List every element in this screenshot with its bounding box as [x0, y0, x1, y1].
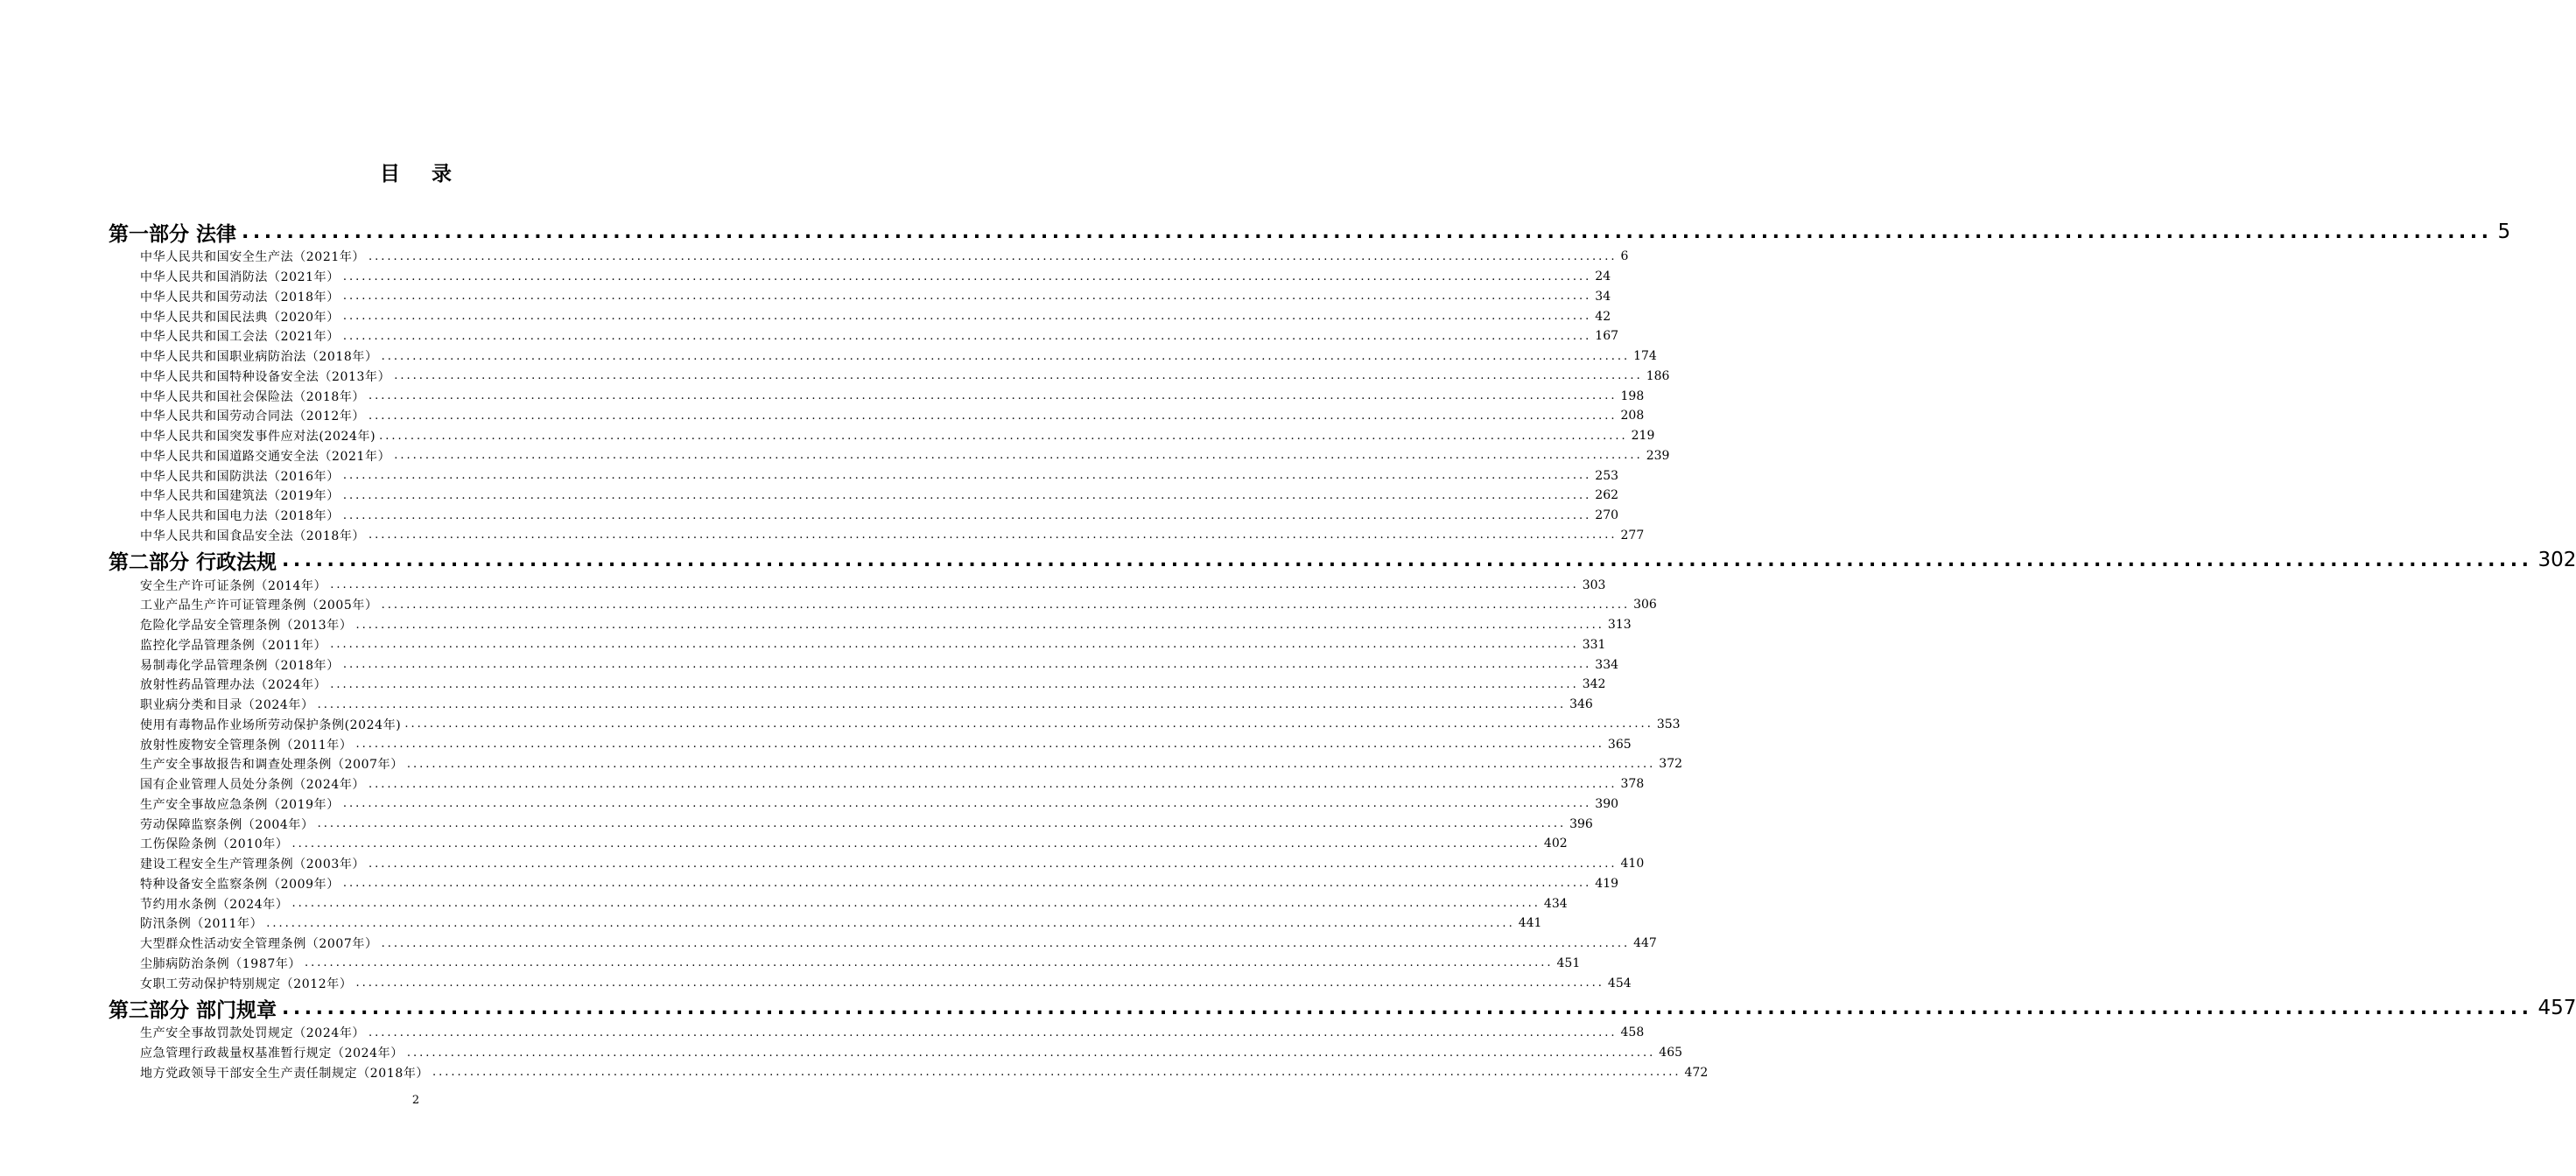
toc-entry-page: 306: [1633, 598, 1657, 612]
toc-entry-label: 生产安全事故应急条例（2019年）: [140, 797, 340, 812]
toc-entry[interactable]: [109, 774, 1645, 794]
toc-entry[interactable]: [109, 367, 1670, 387]
toc-entry-label: 尘肺病防治条例（1987年）: [140, 956, 302, 971]
toc-entry-page: 441: [1518, 916, 1542, 931]
toc-entry[interactable]: [109, 715, 1681, 735]
dot-leader: ........................................................................................................................................................................................................: [305, 956, 1554, 970]
toc-entry-label: 女职工劳动保护特别规定（2012年）: [140, 976, 353, 991]
dot-leader: ........................................................................................................................................................................................................: [369, 857, 1618, 871]
toc-entry-page: 372: [1659, 757, 1683, 772]
toc-entry[interactable]: [109, 954, 1581, 974]
toc-entry[interactable]: [109, 1063, 1709, 1083]
toc-entry[interactable]: [109, 695, 1593, 715]
toc-part-heading[interactable]: [109, 545, 2576, 575]
toc-entry-page: 303: [1582, 578, 1606, 592]
toc-entry-label: 中华人民共和国防洪法（2016年）: [140, 469, 340, 484]
toc-part-label: 第三部分 部门规章: [109, 998, 277, 1022]
toc-entry[interactable]: [109, 346, 1657, 367]
toc-entry-page: 390: [1595, 796, 1619, 811]
toc-entry[interactable]: [109, 814, 1593, 834]
table-of-contents: [109, 217, 2576, 1082]
toc-entry[interactable]: [109, 575, 1606, 595]
toc-entry-label: 安全生产许可证条例（2014年）: [140, 578, 327, 593]
toc-entry-label: 中华人民共和国消防法（2021年）: [140, 270, 340, 285]
dot-leader: ........................................................................................................................................................................................................: [342, 329, 1592, 343]
toc-entry-page: 451: [1556, 956, 1581, 970]
dot-leader: ........................................................................................................................................................................................................: [330, 578, 1579, 592]
dot-leader: ........................................................................................................................................................................................................: [282, 997, 2533, 1019]
dot-leader: ........................................................................................................................................................................................................: [330, 638, 1579, 652]
toc-entry[interactable]: [109, 615, 1632, 635]
dot-leader: ........................................................................................................................................................................................................: [355, 976, 1604, 990]
toc-entry[interactable]: [109, 973, 1632, 993]
toc-entry-label: 地方党政领导干部安全生产责任制规定（2018年）: [140, 1066, 430, 1081]
dot-leader: ........................................................................................................................................................................................................: [342, 469, 1592, 483]
toc-part-heading[interactable]: [109, 217, 2511, 247]
toc-entry-page: 270: [1595, 508, 1619, 523]
toc-entry-page: 458: [1620, 1026, 1645, 1040]
dot-leader: ........................................................................................................................................................................................................: [404, 718, 1653, 732]
toc-entry-label: 中华人民共和国工会法（2021年）: [140, 330, 340, 345]
dot-leader: ........................................................................................................................................................................................................: [369, 1026, 1618, 1040]
toc-entry-page: 6: [1620, 249, 1629, 264]
dot-leader: ........................................................................................................................................................................................................: [342, 290, 1592, 304]
toc-entry-label: 生产安全事故罚款处罚规定（2024年）: [140, 1026, 366, 1041]
toc-list: [109, 217, 2576, 1082]
toc-entry-page: 365: [1607, 737, 1632, 752]
toc-entry-label: 中华人民共和国社会保险法（2018年）: [140, 389, 366, 404]
toc-entry-label: 防汛条例（2011年）: [140, 917, 263, 932]
dot-leader: ........................................................................................................................................................................................................: [282, 549, 2533, 571]
toc-entry-page: 353: [1656, 717, 1681, 732]
toc-entry-label: 职业病分类和目录（2024年）: [140, 698, 314, 713]
toc-entry[interactable]: [109, 675, 1606, 695]
dot-leader: ........................................................................................................................................................................................................: [432, 1066, 1681, 1080]
toc-entry[interactable]: [109, 406, 1645, 426]
dot-leader: ........................................................................................................................................................................................................: [330, 677, 1579, 691]
toc-entry-label: 放射性药品管理办法（2024年）: [140, 678, 327, 693]
toc-entry[interactable]: [109, 854, 1645, 874]
toc-entry-label: 中华人民共和国特种设备安全法（2013年）: [140, 369, 391, 384]
dot-leader: ........................................................................................................................................................................................................: [317, 697, 1567, 711]
toc-entry-page: 167: [1595, 329, 1619, 344]
toc-entry-page: 465: [1659, 1046, 1683, 1060]
dot-leader: ........................................................................................................................................................................................................: [355, 738, 1604, 752]
dot-leader: ........................................................................................................................................................................................................: [369, 528, 1618, 542]
dot-leader: ........................................................................................................................................................................................................: [342, 270, 1592, 284]
toc-entry-label: 中华人民共和国职业病防治法（2018年）: [140, 350, 378, 365]
toc-part-label: 第二部分 行政法规: [109, 550, 277, 574]
toc-entry-page: 402: [1543, 836, 1568, 851]
dot-leader: ........................................................................................................................................................................................................: [291, 897, 1541, 911]
toc-entry[interactable]: [109, 386, 1645, 406]
toc-part-page: 5: [2497, 220, 2511, 243]
toc-entry-label: 特种设备安全监察条例（2009年）: [140, 877, 340, 892]
toc-entry[interactable]: [109, 834, 1568, 854]
toc-entry-page: 277: [1620, 528, 1645, 542]
toc-entry-page: 342: [1582, 677, 1606, 692]
toc-entry-label: 中华人民共和国道路交通安全法（2021年）: [140, 449, 391, 464]
toc-entry[interactable]: [109, 267, 1611, 287]
dot-leader: ........................................................................................................................................................................................................: [381, 936, 1631, 950]
toc-entry[interactable]: [109, 635, 1606, 655]
toc-entry[interactable]: [109, 247, 1629, 267]
toc-entry-label: 应急管理行政裁量权基准暂行规定（2024年）: [140, 1046, 404, 1061]
toc-entry-label: 中华人民共和国劳动法（2018年）: [140, 290, 340, 304]
dot-leader: ........................................................................................................................................................................................................: [342, 508, 1592, 522]
dot-leader: ........................................................................................................................................................................................................: [369, 777, 1618, 791]
toc-entry[interactable]: [109, 874, 1619, 894]
toc-entry[interactable]: [109, 306, 1611, 326]
dot-leader: ........................................................................................................................................................................................................: [242, 220, 2493, 243]
toc-entry-page: 198: [1620, 388, 1645, 403]
toc-entry-label: 监控化学品管理条例（2011年）: [140, 638, 327, 653]
toc-entry-page: 454: [1607, 976, 1632, 990]
dot-leader: ........................................................................................................................................................................................................: [394, 449, 1643, 463]
dot-leader: ........................................................................................................................................................................................................: [342, 488, 1592, 502]
toc-entry-page: 253: [1595, 468, 1619, 483]
toc-entry-page: 410: [1620, 857, 1645, 872]
toc-entry-label: 中华人民共和国民法典（2020年）: [140, 310, 340, 325]
toc-entry[interactable]: [109, 1023, 1645, 1043]
toc-entry[interactable]: [109, 893, 1568, 914]
dot-leader: ........................................................................................................................................................................................................: [379, 429, 1628, 443]
toc-entry[interactable]: [109, 466, 1619, 486]
toc-entry-page: 378: [1620, 777, 1645, 792]
toc-entry-page: 219: [1631, 429, 1655, 444]
dot-leader: ........................................................................................................................................................................................................: [342, 797, 1592, 811]
toc-entry-page: 346: [1569, 697, 1593, 712]
page-number: 2: [411, 1094, 420, 1107]
page-title: 目 录: [379, 163, 464, 186]
toc-entry-label: 中华人民共和国建筑法（2019年）: [140, 489, 340, 504]
toc-entry-page: 396: [1569, 816, 1593, 831]
toc-entry-label: 工业产品生产许可证管理条例（2005年）: [140, 598, 378, 613]
toc-entry-page: 331: [1582, 637, 1606, 652]
toc-entry[interactable]: [109, 934, 1657, 954]
toc-entry[interactable]: [109, 526, 1645, 546]
toc-entry-label: 工伤保险条例（2010年）: [140, 837, 289, 852]
toc-entry-label: 中华人民共和国突发事件应对法(2024年): [140, 430, 376, 444]
toc-entry[interactable]: [109, 914, 1542, 934]
dot-leader: ........................................................................................................................................................................................................: [317, 817, 1567, 831]
toc-entry[interactable]: [109, 506, 1619, 526]
toc-entry-page: 262: [1595, 488, 1619, 503]
dot-leader: ........................................................................................................................................................................................................: [342, 310, 1592, 324]
toc-entry-label: 中华人民共和国电力法（2018年）: [140, 509, 340, 524]
toc-entry-page: 472: [1684, 1065, 1709, 1080]
toc-part-heading[interactable]: [109, 993, 2576, 1023]
toc-entry-page: 186: [1646, 368, 1670, 383]
toc-entry-label: 放射性废物安全管理条例（2011年）: [140, 738, 353, 752]
dot-leader: ........................................................................................................................................................................................................: [369, 249, 1618, 263]
toc-entry-page: 208: [1620, 409, 1645, 424]
toc-entry[interactable]: [109, 734, 1632, 754]
toc-entry[interactable]: [109, 446, 1670, 466]
dot-leader: ........................................................................................................................................................................................................: [342, 877, 1592, 891]
toc-entry[interactable]: [109, 794, 1619, 815]
dot-leader: ........................................................................................................................................................................................................: [369, 409, 1618, 423]
toc-entry[interactable]: [109, 595, 1657, 615]
toc-entry-label: 易制毒化学品管理条例（2018年）: [140, 658, 340, 673]
toc-entry-label: 国有企业管理人员处分条例（2024年）: [140, 778, 366, 793]
toc-entry-page: 34: [1595, 289, 1611, 304]
toc-part-page: 457: [2537, 997, 2576, 1019]
toc-entry-label: 建设工程安全生产管理条例（2003年）: [140, 858, 366, 872]
toc-entry-page: 42: [1595, 309, 1611, 324]
toc-entry[interactable]: [109, 326, 1619, 346]
toc-entry-label: 危险化学品安全管理条例（2013年）: [140, 619, 353, 634]
toc-entry-label: 中华人民共和国安全生产法（2021年）: [140, 250, 366, 265]
toc-entry-label: 劳动保障监察条例（2004年）: [140, 817, 314, 832]
toc-entry-page: 419: [1595, 876, 1619, 891]
toc-entry[interactable]: [109, 654, 1619, 675]
toc-entry[interactable]: [109, 754, 1683, 774]
toc-entry[interactable]: [109, 426, 1655, 446]
toc-entry-page: 434: [1543, 896, 1568, 911]
toc-entry-label: 大型群众性活动安全管理条例（2007年）: [140, 937, 378, 952]
toc-entry-label: 中华人民共和国劳动合同法（2012年）: [140, 410, 366, 424]
dot-leader: ........................................................................................................................................................................................................: [291, 836, 1541, 850]
toc-entry-page: 24: [1595, 270, 1611, 284]
toc-entry[interactable]: [109, 287, 1611, 307]
toc-entry-label: 使用有毒物品作业场所劳动保护条例(2024年): [140, 718, 402, 732]
toc-entry-page: 334: [1595, 657, 1619, 672]
dot-leader: ........................................................................................................................................................................................................: [381, 349, 1631, 363]
toc-part-label: 第一部分 法律: [109, 222, 237, 246]
dot-leader: ........................................................................................................................................................................................................: [381, 598, 1631, 612]
toc-entry[interactable]: [109, 1043, 1683, 1063]
toc-entry-page: 174: [1633, 349, 1657, 364]
dot-leader: ........................................................................................................................................................................................................: [406, 757, 1656, 771]
toc-entry-page: 239: [1646, 448, 1670, 463]
dot-leader: ........................................................................................................................................................................................................: [342, 658, 1592, 672]
dot-leader: ........................................................................................................................................................................................................: [266, 916, 1515, 930]
dot-leader: ........................................................................................................................................................................................................: [369, 389, 1618, 403]
toc-entry-page: 447: [1633, 936, 1657, 951]
dot-leader: ........................................................................................................................................................................................................: [406, 1046, 1656, 1060]
dot-leader: ........................................................................................................................................................................................................: [394, 369, 1643, 383]
toc-entry[interactable]: [109, 486, 1619, 506]
dot-leader: ........................................................................................................................................................................................................: [355, 618, 1604, 632]
toc-part-page: 302: [2537, 549, 2576, 572]
toc-entry-page: 313: [1607, 618, 1632, 633]
toc-entry-label: 节约用水条例（2024年）: [140, 897, 289, 912]
toc-entry-label: 生产安全事故报告和调查处理条例（2007年）: [140, 758, 404, 773]
toc-entry-label: 中华人民共和国食品安全法（2018年）: [140, 528, 366, 543]
